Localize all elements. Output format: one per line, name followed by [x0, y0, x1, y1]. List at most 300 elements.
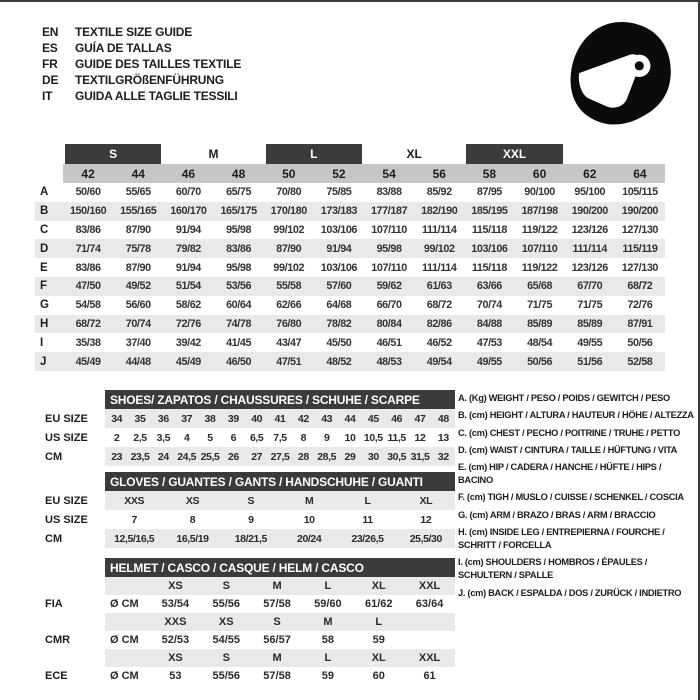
helmet-size-label: M [252, 649, 303, 667]
sub-table-value: L [338, 491, 396, 510]
measurement-value: 87/90 [276, 242, 302, 255]
guide-title: GUÍA DE TALLAS [75, 41, 172, 55]
sub-table-value: 12 [420, 513, 432, 526]
helmet-size-label: XL [353, 577, 404, 595]
measurement-row [35, 277, 665, 296]
helmet-value: 55/56 [212, 598, 240, 610]
sub-table-value: 11,5 [387, 431, 406, 444]
measurement-value: 173/183 [320, 205, 358, 218]
row-label: CM [45, 532, 63, 545]
diameter-unit-label: Ø CM [110, 670, 139, 682]
measurement-value: 115/119 [622, 242, 658, 255]
measurement-value: 76/80 [276, 317, 302, 330]
helmet-value: 53 [169, 670, 182, 682]
sub-table-value: 42 [292, 409, 315, 428]
helmet-value: 59 [321, 670, 335, 682]
measurement-value: 52/58 [627, 355, 653, 368]
measurement-value: 107/110 [521, 242, 558, 255]
measurement-value: 71/75 [577, 299, 603, 312]
helmet-size-label: M [252, 577, 303, 595]
sub-table-value: 26 [222, 447, 245, 466]
language-row [42, 40, 241, 56]
measurement-value: 65/68 [527, 280, 553, 293]
row-letter: A [40, 186, 49, 199]
measurement-row [35, 296, 665, 315]
language-row [42, 24, 241, 40]
measurement-value: 35/38 [75, 336, 101, 349]
measurement-value: 62/66 [276, 299, 302, 312]
sub-table-value: 23 [105, 447, 128, 466]
sub-table-value: 10 [303, 513, 315, 526]
measurement-value: 87/90 [125, 223, 151, 236]
measurement-value: 83/88 [376, 186, 402, 199]
sub-table-row [35, 409, 455, 428]
helmet-size-label: XS [201, 613, 252, 631]
helmet-size-label: L [302, 577, 353, 595]
helmet-value: 57/58 [263, 598, 291, 610]
sub-table-value: 7 [131, 513, 137, 526]
measurement-value: 99/102 [423, 242, 455, 255]
row-label-spacer [35, 649, 105, 667]
measurement-value: 85/89 [527, 317, 553, 330]
sub-table-value: 41 [268, 409, 291, 428]
sub-table-value: 12,5/16,5 [105, 529, 163, 548]
measurement-row [35, 239, 665, 258]
sub-table-value: 37 [175, 409, 198, 428]
helmet-value: 56/57 [263, 634, 291, 646]
helmet-size-label: S [201, 649, 252, 667]
helmet-value: 63/64 [415, 598, 444, 610]
sub-table-value: 9 [248, 513, 254, 526]
measurement-value: 54/58 [75, 299, 101, 312]
guide-title: TEXTILGRÖßENFÜHRUNG [75, 73, 224, 87]
measurement-value: 51/54 [175, 280, 201, 293]
row-letter: I [40, 336, 44, 349]
measurement-value: 71/74 [75, 242, 101, 255]
helmet-value: 52/53 [161, 634, 190, 646]
measurement-value: 107/110 [371, 261, 407, 274]
size-number: 48 [214, 164, 264, 183]
measurement-value: 47/53 [476, 336, 502, 349]
measurement-value: 95/98 [226, 261, 252, 274]
measurement-value: 115/118 [471, 261, 507, 274]
sub-table-value: M [280, 491, 338, 510]
size-group-header-row [35, 144, 665, 164]
section-title-bar: HELMET / CASCO / CASQUE / HELM / CASCO [105, 558, 455, 577]
measurement-value: 41/45 [226, 336, 252, 349]
measurement-value: 103/106 [471, 242, 508, 255]
measurement-value: 90/100 [524, 186, 555, 199]
measurement-value: 91/94 [175, 223, 201, 236]
standard-label: CMR [45, 634, 71, 646]
helmet-value-row [35, 667, 455, 685]
measurement-value: 65/75 [226, 186, 252, 199]
sub-table-value: 6 [230, 431, 237, 444]
helmet-size-label: XXL [404, 577, 455, 595]
measurement-value: 160/170 [170, 205, 207, 218]
sub-table-value: 23/26,5 [338, 529, 396, 548]
size-group-spacer [565, 144, 615, 164]
standard-label: ECE [45, 670, 68, 682]
row-label: US SIZE [45, 513, 88, 526]
sub-table-value: 28,5 [315, 447, 338, 466]
sub-table-value: 13 [437, 431, 449, 444]
measurement-value: 84/88 [476, 317, 502, 330]
measurement-value: 68/72 [627, 280, 653, 293]
textile-size-table [35, 144, 665, 371]
legend-item: E. (cm) HIP / CADERA / HANCHE / HÜFTE / HIPS / BACINO [458, 462, 662, 486]
sub-table-value: 35 [128, 409, 151, 428]
measurement-value: 46/51 [376, 336, 402, 349]
helmet-value-row [35, 595, 455, 613]
measurement-value: 45/49 [75, 355, 101, 368]
measurement-value: 111/114 [572, 242, 607, 255]
measurement-value: 95/98 [376, 242, 402, 255]
sub-table-value: 38 [198, 409, 221, 428]
measurement-value: 72/76 [627, 299, 653, 312]
sub-table-value: 31,5 [408, 447, 431, 466]
helmet-size-row [35, 649, 455, 667]
shoes-size-table [35, 390, 455, 466]
helmet-size-label: L [353, 613, 404, 631]
measurement-value: 53/56 [226, 280, 252, 293]
measurement-value: 111/114 [422, 261, 457, 274]
language-row [42, 72, 241, 88]
diameter-unit-label: Ø CM [110, 634, 139, 646]
measurement-value: 85/89 [577, 317, 603, 330]
sub-table-value: 12 [414, 431, 426, 444]
legend-item: D. (cm) WAIST / CINTURA / TAILLE / HÜFTUNG / VITA [458, 444, 678, 455]
measurement-value: 50/60 [75, 186, 101, 199]
unit-spacer [105, 577, 150, 595]
sub-table-row [35, 510, 455, 529]
row-letter: E [40, 261, 48, 274]
measurement-value: 78/82 [326, 317, 352, 330]
measurement-value: 55/65 [125, 186, 151, 199]
measurement-value: 45/49 [175, 355, 201, 368]
size-number: 58 [464, 164, 514, 183]
measurement-value: 99/102 [273, 261, 305, 274]
measurement-value: 119/122 [521, 261, 558, 274]
sub-table-value: 47 [408, 409, 431, 428]
measurement-value: 50/56 [527, 355, 553, 368]
diameter-unit-label: Ø CM [110, 598, 139, 610]
helmet-size-row [35, 577, 455, 595]
measurement-value: 47/51 [276, 355, 302, 368]
measurement-value: 50/56 [627, 336, 653, 349]
measurement-value: 170/180 [270, 205, 307, 218]
legend-item: H. (cm) INSIDE LEG / ENTREPIERNA / FOURCHE / SCHRITT / FORCELLA [458, 527, 665, 551]
racing-helmet-icon [552, 10, 690, 142]
measurement-value: 79/82 [175, 242, 201, 255]
legend-item: B. (cm) HEIGHT / ALTURA / HAUTEUR / HÖHE / ALTEZZA [458, 410, 694, 421]
sub-table-value: 6,5 [249, 431, 264, 444]
language-row [42, 56, 241, 72]
sub-table-value: 48 [432, 409, 455, 428]
sub-table-value: 30 [362, 447, 385, 466]
size-number: 52 [314, 164, 364, 183]
measurement-value: 87/95 [476, 186, 502, 199]
sub-table-value: XL [397, 491, 455, 510]
legend-item: J. (cm) BACK / ESPALDA / DOS / ZURÜCK / INDIETRO [458, 587, 682, 598]
sub-table-value: S [222, 491, 280, 510]
helmet-size-row [35, 613, 455, 631]
helmet-value: 59/60 [314, 598, 342, 610]
measurement-value: 103/106 [320, 223, 358, 236]
helmet-value: 57/58 [263, 670, 291, 682]
row-letter: J [40, 355, 47, 368]
sub-table-value: 25,5 [198, 447, 221, 466]
legend-item: A. (Kg) WEIGHT / PESO / POIDS / GEWITCH / PESO [458, 393, 670, 403]
sub-table-value: 25,5/30 [397, 529, 455, 548]
sub-table-value: 43 [315, 409, 338, 428]
measurement-value: 187/198 [521, 205, 558, 218]
measurement-value: 67/70 [577, 280, 603, 293]
size-number: 62 [565, 164, 615, 183]
row-label: EU SIZE [45, 412, 88, 425]
row-label: CM [45, 450, 63, 463]
row-letter: G [40, 299, 49, 312]
measurement-value: 63/66 [476, 280, 502, 293]
sub-table-row [35, 529, 455, 548]
measurement-value: 185/195 [471, 205, 508, 218]
size-number: 64 [615, 164, 665, 183]
measurement-value: 51/56 [577, 355, 603, 368]
measurement-value: 105/115 [622, 186, 658, 199]
helmet-size-label: XXS [150, 613, 201, 631]
gloves-size-table [35, 472, 455, 548]
measurement-value: 91/94 [175, 261, 201, 274]
language-title-list [42, 24, 241, 104]
measurement-row [35, 202, 665, 221]
measurement-value: 107/110 [371, 223, 407, 236]
size-group-label: L [266, 144, 362, 164]
measurement-value: 155/165 [120, 205, 157, 218]
helmet-size-label: XS [150, 577, 201, 595]
sub-table-value: 2,5 [133, 431, 147, 444]
row-letter: D [40, 242, 49, 255]
sub-table-value: 27 [245, 447, 268, 466]
helmet-size-label: XXL [404, 649, 455, 667]
sub-table-value: XXS [105, 491, 163, 510]
measurement-value: 46/50 [226, 355, 252, 368]
row-label-spacer [35, 613, 105, 631]
measurement-value: 74/78 [226, 317, 252, 330]
helmet-value: 54/55 [212, 634, 240, 646]
sub-table-value: 23,5 [128, 447, 151, 466]
sub-table-value: 36 [152, 409, 175, 428]
helmet-size-label: S [201, 577, 252, 595]
sub-table-value: XS [163, 491, 221, 510]
size-number: 42 [63, 164, 113, 183]
helmet-size-label: S [252, 613, 303, 631]
sub-table-value: 3,5 [156, 431, 171, 444]
measurement-value: 59/62 [376, 280, 402, 293]
size-group-label: S [65, 144, 161, 164]
measurement-value: 37/40 [125, 336, 151, 349]
measurement-value: 111/114 [422, 223, 457, 236]
measurement-value: 75/78 [125, 242, 151, 255]
measurement-value: 44/48 [125, 355, 151, 368]
measurement-value: 91/94 [326, 242, 352, 255]
size-number: 54 [364, 164, 414, 183]
row-letter: C [40, 223, 49, 236]
measurement-value: 150/160 [69, 205, 107, 218]
helmet-size-label: XL [353, 649, 404, 667]
measurement-value: 99/102 [273, 223, 305, 236]
measurement-value: 75/85 [326, 186, 352, 199]
sub-table-value: 46 [385, 409, 408, 428]
measurement-value: 177/187 [370, 205, 408, 218]
sub-table-value: 4 [183, 431, 190, 444]
helmet-value: 55/56 [212, 670, 240, 682]
language-code: FR [42, 57, 58, 71]
measurement-value: 83/86 [75, 261, 101, 274]
helmet-value: 61 [423, 670, 436, 682]
measurement-value: 115/118 [471, 223, 507, 236]
sub-table-value: 44 [338, 409, 361, 428]
sub-table-value: 16,5/19 [163, 529, 221, 548]
sub-table-value: 32 [432, 447, 455, 466]
row-letter: H [40, 317, 49, 330]
measurement-value: 57/60 [326, 280, 352, 293]
measurement-value: 48/52 [326, 355, 352, 368]
measurement-value: 68/72 [426, 299, 452, 312]
sub-table-value: 39 [222, 409, 245, 428]
measurement-value: 119/122 [521, 223, 558, 236]
helmet-value: 60 [372, 670, 385, 682]
sub-table-value: 7,5 [273, 431, 287, 444]
measurement-value: 49/55 [577, 336, 603, 349]
guide-title: GUIDE DES TAILLES TEXTILE [75, 57, 242, 71]
legend-item: I. (cm) SHOULDERS / HOMBROS / ÉPAULES / SCHULTERN / SPALLE [458, 557, 648, 581]
language-row [42, 88, 241, 104]
unit-spacer [105, 649, 150, 667]
measurement-value: 123/126 [571, 223, 608, 236]
measurement-value: 61/63 [426, 280, 452, 293]
measurement-value: 45/50 [326, 336, 352, 349]
measurement-value: 60/64 [226, 299, 252, 312]
measurement-value: 49/52 [125, 280, 151, 293]
helmet-value: 59 [372, 634, 385, 646]
guide-title: TEXTILE SIZE GUIDE [75, 25, 193, 39]
size-group-label: M [208, 147, 219, 161]
measurement-value: 82/86 [426, 317, 452, 330]
measurement-value: 95/98 [226, 223, 252, 236]
sub-table-row [35, 491, 455, 510]
sub-table-value: 24 [152, 447, 175, 466]
unit-spacer [105, 613, 150, 631]
sub-table-value: 2 [113, 431, 120, 444]
measurement-row [35, 315, 665, 334]
sub-table-value: 24,5 [175, 447, 198, 466]
guide-title: GUIDA ALLE TAGLIE TESSILI [75, 89, 238, 103]
size-number: 44 [113, 164, 163, 183]
sub-table-value: 29 [338, 447, 361, 466]
measurement-value: 72/76 [175, 317, 201, 330]
measurement-value: 48/54 [527, 336, 553, 349]
sub-table-value: 11 [362, 513, 373, 526]
measurement-value: 60/70 [175, 186, 201, 199]
sub-table-value: 5 [207, 431, 213, 444]
row-label-spacer [35, 577, 105, 595]
measurement-value: 68/72 [75, 317, 101, 330]
helmet-size-label [404, 613, 455, 631]
measurement-legend [458, 392, 698, 604]
measurement-row [35, 333, 665, 352]
measurement-value: 66/70 [376, 299, 402, 312]
helmet-value: 58 [321, 634, 335, 646]
size-number-row [35, 164, 665, 183]
row-label: EU SIZE [45, 494, 88, 507]
measurement-value: 190/200 [571, 205, 608, 218]
measurement-value: 80/84 [376, 317, 402, 330]
measurement-value: 127/130 [621, 223, 659, 236]
sub-table-value: 8 [189, 513, 196, 526]
measurement-row [35, 221, 665, 240]
legend-item: G. (cm) ARM / BRAZO / BRAS / ARM / BRACCIO [458, 509, 656, 520]
sub-table-value: 18/21,5 [222, 529, 280, 548]
sub-table-value: 45 [362, 409, 385, 428]
standard-label: FIA [45, 598, 63, 610]
row-label: US SIZE [45, 431, 88, 444]
helmet-value: 61/62 [364, 598, 393, 610]
measurement-value: 46/52 [426, 336, 452, 349]
measurement-value: 70/80 [276, 186, 302, 199]
measurement-value: 87/91 [627, 317, 653, 330]
language-code: ES [42, 41, 58, 55]
measurement-value: 95/100 [574, 186, 606, 199]
measurement-value: 70/74 [125, 317, 151, 330]
section-title-bar: SHOES/ ZAPATOS / CHAUSSURES / SCHUHE / SCARPE [105, 390, 455, 409]
language-code: EN [42, 25, 59, 39]
measurement-value: 39/42 [175, 336, 201, 349]
row-letter: F [40, 280, 48, 293]
size-number: 46 [163, 164, 213, 183]
measurement-value: 85/92 [426, 186, 452, 199]
sub-table-value: 20/24 [280, 529, 338, 548]
measurement-value: 56/60 [125, 299, 151, 312]
sub-table-value: 10,5 [363, 431, 383, 444]
legend-item: C. (cm) CHEST / PECHO / POITRINE / TRUHE / PETTO [458, 427, 681, 438]
helmet-size-label: L [302, 649, 353, 667]
measurement-value: 190/200 [621, 205, 659, 218]
helmet-size-label: XS [150, 649, 201, 667]
measurement-value: 49/54 [426, 355, 452, 368]
helmet-size-table [35, 558, 455, 685]
row-letter: B [40, 205, 49, 218]
measurement-value: 87/90 [125, 261, 151, 274]
size-group-spacer [35, 144, 63, 164]
measurement-row [35, 183, 665, 202]
size-number: 50 [264, 164, 314, 183]
helmet-value: 53/54 [161, 598, 190, 610]
language-code: IT [42, 89, 53, 103]
measurement-value: 123/126 [571, 261, 608, 274]
helmet-value-row [35, 631, 455, 649]
sub-table-value: 28 [292, 447, 315, 466]
sub-table-value: 40 [245, 409, 268, 428]
size-group-label: XL [406, 147, 422, 161]
measurement-row [35, 258, 665, 277]
measurement-value: 70/74 [476, 299, 502, 312]
sub-table-value: 34 [105, 409, 128, 428]
size-number: 60 [515, 164, 565, 183]
sub-table-value: 10 [344, 431, 356, 444]
measurement-value: 48/53 [376, 355, 402, 368]
measurement-row [35, 352, 665, 371]
measurement-value: 103/106 [320, 261, 358, 274]
